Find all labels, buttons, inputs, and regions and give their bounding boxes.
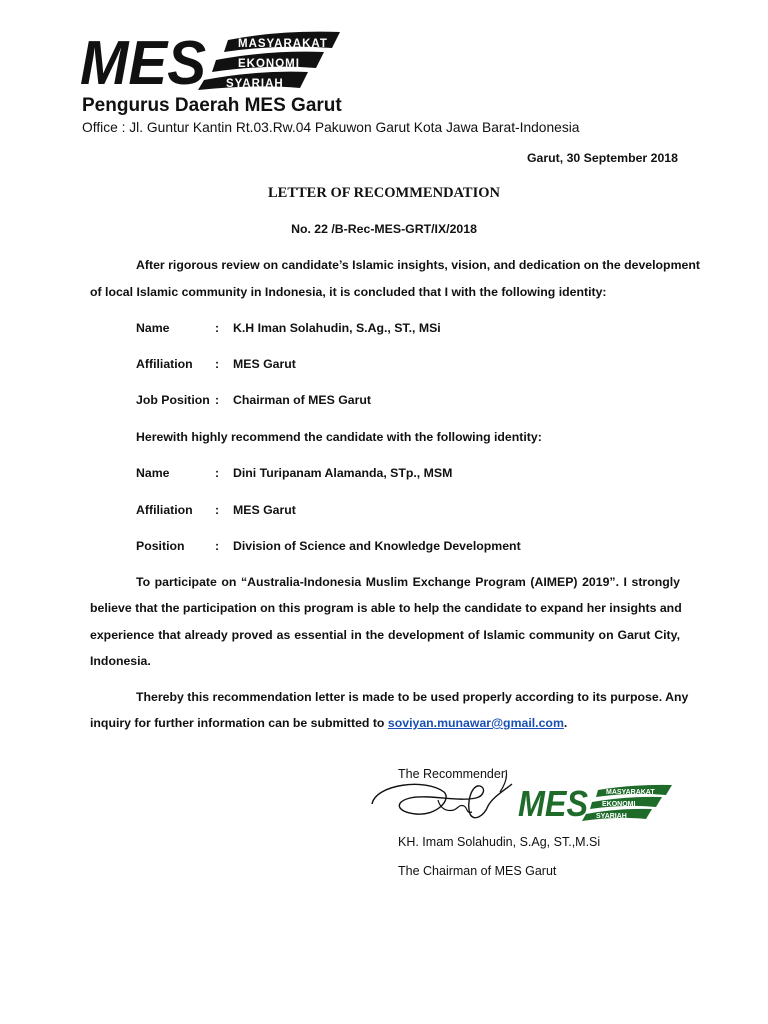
colon: :: [215, 357, 220, 371]
candidate-position-row: [0, 539, 768, 557]
purpose-line-4: Indonesia.: [90, 654, 151, 668]
mes-logo: [78, 26, 348, 92]
colon: :: [215, 539, 220, 553]
contact-email-link[interactable]: soviyan.munawar@gmail.com: [387, 716, 564, 730]
letter-number: No. 22 /B-Rec-MES-GRT/IX/2018: [291, 222, 477, 236]
recommender-affiliation-label: Affiliation: [136, 357, 193, 371]
closing-line-2-suffix: .: [563, 716, 568, 730]
mes-logo-line-3: SYARIAH: [226, 78, 284, 90]
recommender-name-label: Name: [136, 321, 170, 335]
mes-stamp-line-1: MASYARAKAT: [606, 789, 655, 796]
candidate-name-label: Name: [136, 466, 170, 480]
purpose-line-3: experience that already proved as essential in the development of Islamic community on Garut City,: [90, 628, 680, 642]
colon: :: [215, 503, 220, 517]
candidate-name-row: [0, 466, 768, 484]
mes-logo-line-2: EKONOMI: [238, 58, 300, 70]
mes-stamp-text: MES: [518, 783, 588, 822]
candidate-affiliation-value: MES Garut: [233, 503, 296, 517]
handwritten-signature: [366, 762, 526, 834]
letter-title: LETTER OF RECOMMENDATION: [267, 185, 500, 201]
colon: :: [215, 321, 220, 335]
colon: :: [215, 466, 220, 480]
office-address: Office : Jl. Guntur Kantin Rt.03.Rw.04 Pakuwon Garut Kota Jawa Barat-Indonesia: [82, 120, 580, 135]
mes-logo-line-1: MASYARAKAT: [238, 38, 328, 50]
mes-stamp-line-3: SYARIAH: [596, 813, 627, 820]
candidate-position-value: Division of Science and Knowledge Development: [233, 539, 521, 553]
recommender-position-value: Chairman of MES Garut: [233, 393, 372, 407]
purpose-line-2: believe that the participation on this program is able to help the candidate to expand her insights and: [90, 601, 682, 615]
intro-line-2: of local Islamic community in Indonesia, it is concluded that I with the following identity:: [90, 285, 607, 299]
candidate-affiliation-row: [0, 503, 768, 521]
closing-line-2-prefix: inquiry for further information can be submitted to: [90, 716, 388, 730]
candidate-affiliation-label: Affiliation: [136, 503, 193, 517]
closing-line-2: [90, 716, 567, 730]
org-name: Pengurus Daerah MES Garut: [82, 95, 342, 116]
mes-stamp: [516, 780, 678, 822]
signature-heading: The Recommender,: [398, 767, 508, 781]
signatory-name: KH. Imam Solahudin, S.Ag, ST.,M.Si: [398, 835, 601, 849]
transition-text: Herewith highly recommend the candidate with the following identity:: [136, 430, 542, 444]
recommender-affiliation-value: MES Garut: [233, 357, 296, 371]
letter-date: Garut, 30 September 2018: [526, 151, 678, 165]
recommender-position-label: Job Position: [136, 393, 210, 407]
closing-line-1: Thereby this recommendation letter is made to be used properly according to its purpose. Any: [136, 690, 689, 704]
mes-stamp-line-2: EKONOMI: [602, 801, 636, 808]
recommender-affiliation-row: [0, 357, 768, 375]
signatory-role: The Chairman of MES Garut: [398, 864, 557, 878]
recommender-name-value: K.H Iman Solahudin, S.Ag., ST., MSi: [233, 321, 441, 335]
candidate-name-value: Dini Turipanam Alamanda, STp., MSM: [233, 466, 453, 480]
colon: :: [215, 393, 220, 407]
mes-logo-text: MES: [80, 29, 206, 92]
intro-line-1: After rigorous review on candidate’s Islamic insights, vision, and dedication on the development: [136, 258, 700, 272]
purpose-line-1: To participate on “Australia-Indonesia Muslim Exchange Program (AIMEP) 2019”. I strongly: [136, 575, 680, 589]
candidate-position-label: Position: [136, 539, 185, 553]
recommender-name-row: [0, 321, 768, 339]
recommender-position-row: [0, 393, 768, 411]
